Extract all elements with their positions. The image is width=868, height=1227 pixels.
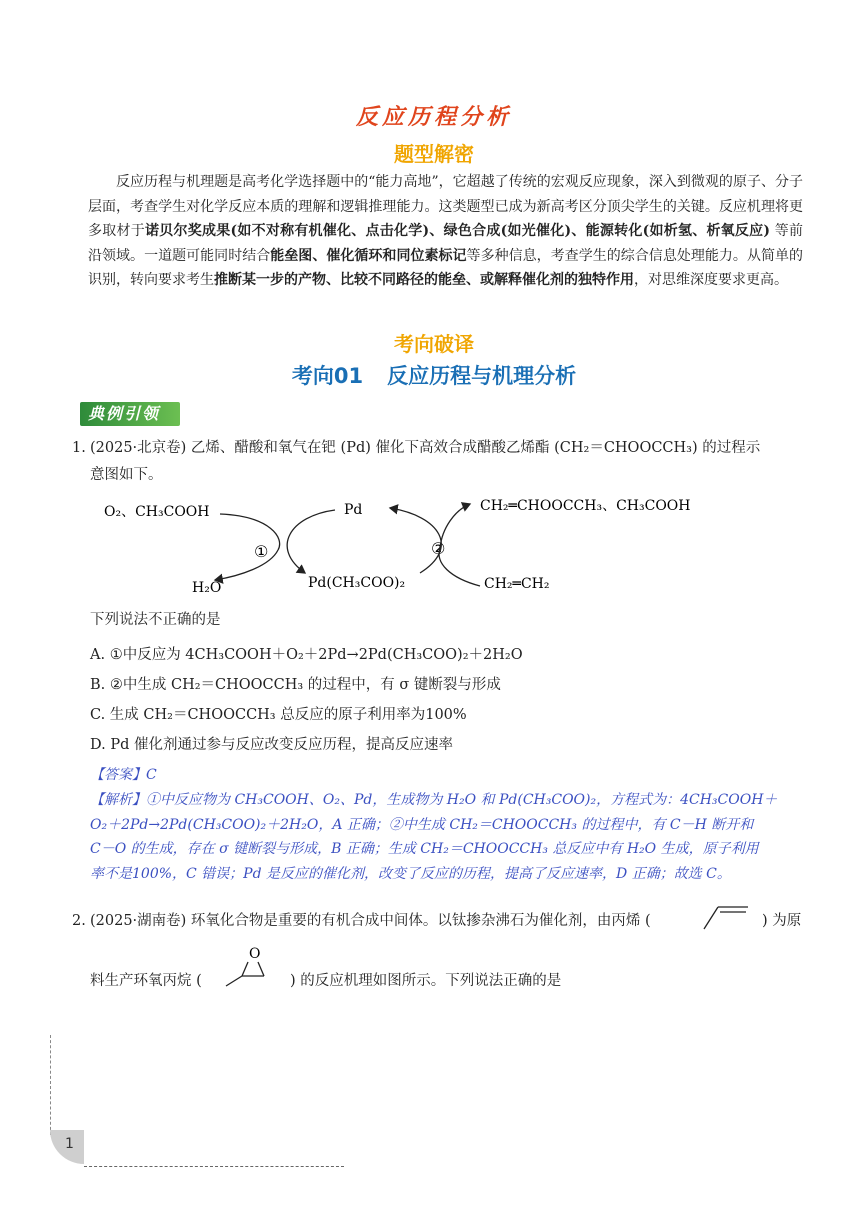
- q2-line2a: 料生产环氧丙烷 (: [90, 973, 202, 989]
- q1-analysis: [90, 788, 805, 886]
- intro-bold-1: 诺贝尔奖成果(如不对称有机催化、点击化学)、绿色合成(如光催化)、能源转化(如析氢、析氧反应): [144, 223, 771, 239]
- intro-text-2: 等前沿领域。一道题可能同时结合: [88, 223, 803, 264]
- section-title-2: 考向破译: [394, 332, 474, 356]
- footer-dashed-vertical: [50, 1035, 51, 1135]
- diagram-step1-label: ①: [254, 542, 269, 561]
- propene-structure: [700, 902, 752, 932]
- q1-catalytic-cycle-diagram: [90, 488, 740, 598]
- q1-option-a[interactable]: A. ①中反应为 4CH₃COOH＋O₂＋2Pd→2Pd(CH₃COO)₂＋2H₂O: [90, 647, 523, 663]
- q2-line2b: ) 的反应机理如图所示。下列说法正确的是: [290, 973, 562, 989]
- section-title-1: 题型解密: [394, 142, 474, 166]
- epoxypropane-structure: [222, 940, 282, 990]
- intro-bold-3: 推断某一步的产物、比较不同路径的能垒、或解释催化剂的独特作用: [214, 272, 634, 288]
- diagram-step2-label: ②: [431, 539, 446, 558]
- q2-number: 2.: [72, 913, 86, 929]
- q1-analysis-line1: 【解析】①中反应物为 CH₃COOH、O₂、Pd，生成物为 H₂O 和 Pd(CH₃COO)₂，方程式为：4CH₃COOH＋: [90, 792, 778, 808]
- footer-dashed-horizontal: [84, 1166, 344, 1167]
- intro-text-3: 等多种信息，考查学生的综合信息处理能力。从简单的识别，转向要求考生: [88, 247, 804, 288]
- example-badge: 典例引领: [80, 402, 180, 426]
- intro-paragraph: [88, 170, 803, 293]
- q1-option-c[interactable]: C. 生成 CH₂＝CHOOCCH₃ 总反应的原子利用率为100%: [90, 707, 467, 723]
- q1-analysis-line2: O₂＋2Pd→2Pd(CH₃COO)₂＋2H₂O，A 正确；②中生成 CH₂＝CHOOCCH₃ 的过程中，有 C－H 断开和: [90, 816, 754, 833]
- q1-prompt: 下列说法不正确的是: [90, 612, 221, 628]
- page-number: 1: [65, 1136, 74, 1152]
- diagram-right-out: CH₂═CHOOCCH₃、CH₃COOH: [480, 498, 691, 514]
- intro-text-4: ，对思维深度要求更高。: [634, 272, 788, 288]
- topic-number: 考向01: [291, 364, 364, 388]
- diagram-right-in: CH₂═CH₂: [484, 576, 550, 592]
- page-title: 反应历程分析: [355, 104, 512, 130]
- q1-number: 1.: [72, 440, 86, 456]
- diagram-left-in: O₂、CH₃COOH: [104, 504, 210, 520]
- epoxide-oxygen: O: [249, 946, 261, 962]
- q1-stem-line2: 意图如下。: [90, 467, 163, 483]
- diagram-left-out: H₂O: [192, 580, 222, 596]
- diagram-arrow-left-in: [220, 514, 280, 550]
- topic-heading: [0, 360, 868, 390]
- diagram-arrow-pd-to-pdoac: [287, 510, 335, 573]
- diagram-top-mid: Pd: [344, 502, 363, 518]
- q1-option-b[interactable]: B. ②中生成 CH₂＝CHOOCCH₃ 的过程中，有 σ 键断裂与形成: [90, 677, 501, 693]
- q1-stem-line1: (2025·北京卷) 乙烯、醋酸和氧气在钯 (Pd) 催化下高效合成醋酸乙烯酯 (CH₂＝CHOOCCH₃) 的过程示: [90, 440, 761, 456]
- topic-text: 反应历程与机理分析: [387, 364, 577, 388]
- q1-analysis-line4: 率不是100%，C 错误；Pd 是反应的催化剂，改变了反应的历程，提高了反应速率，D 正确；故选 C。: [90, 865, 731, 882]
- q2-line1a: (2025·湖南卷) 环氧化合物是重要的有机合成中间体。以钛掺杂沸石为催化剂，由丙烯 (: [90, 913, 651, 929]
- diagram-bottom-mid: Pd(CH₃COO)₂: [308, 575, 406, 591]
- q1-answer: 【答案】C: [90, 767, 157, 783]
- q1-option-d[interactable]: D. Pd 催化剂通过参与反应改变反应历程，提高反应速率: [90, 737, 453, 753]
- q1-analysis-line3: C－O 的生成，存在 σ 键断裂与形成，B 正确；生成 CH₂＝CHOOCCH₃ 总反应中有 H₂O 生成，原子利用: [90, 841, 759, 857]
- q2-line1b: ) 为原: [762, 913, 802, 929]
- diagram-arrow-left-out: [215, 550, 278, 580]
- intro-bold-2: 能垒图、催化循环和同位素标记: [270, 247, 467, 264]
- intro-text-1: 反应历程与机理题是高考化学选择题中的“能力高地”，它超越了传统的宏观反应现象，深入到微观的原子、分子层面，考查学生对化学反应本质的理解和逻辑推理能力。这类题型已成为新高考区分顶尖学生的关键。反应机理将更多取材于: [88, 174, 803, 239]
